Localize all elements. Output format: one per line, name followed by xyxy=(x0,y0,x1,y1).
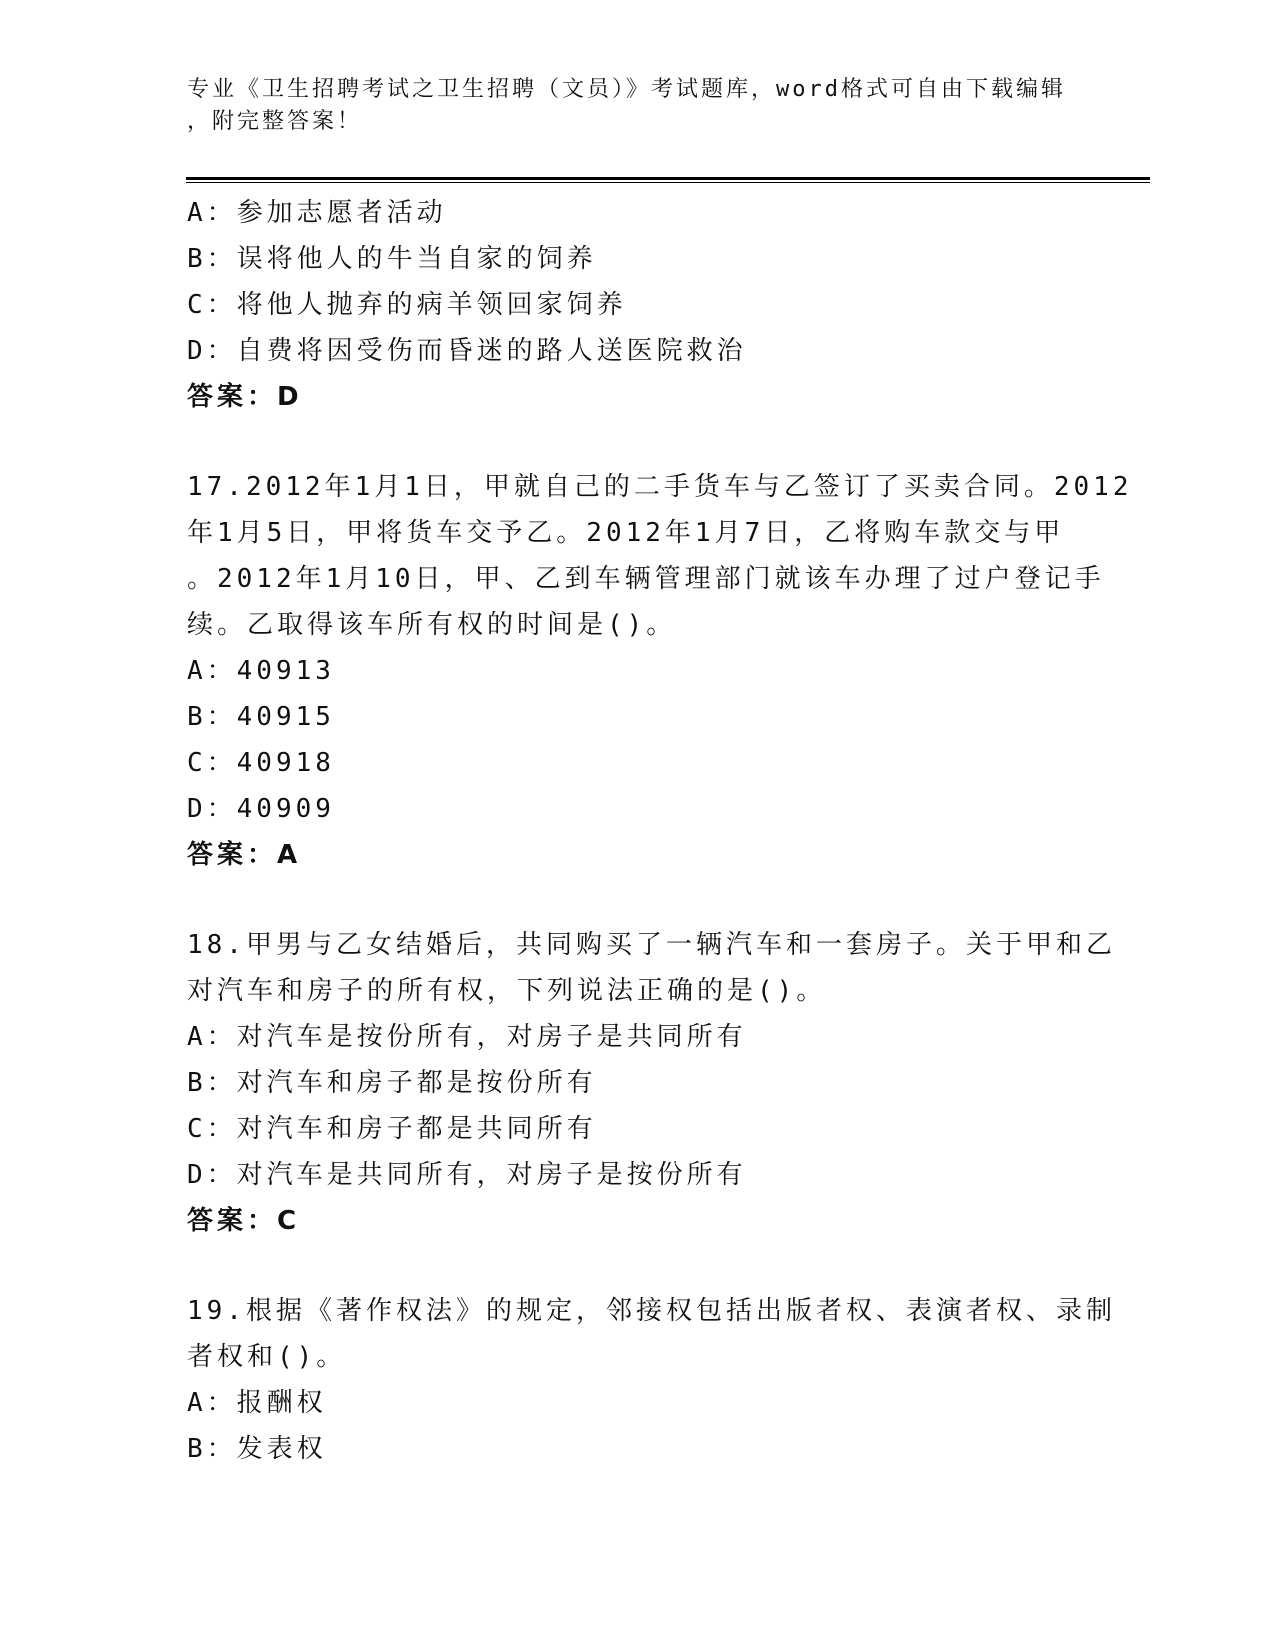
header-text-line-2: ，附完整答案！ xyxy=(187,109,363,134)
question-stem-line: 续。乙取得该车所有权的时间是()。 xyxy=(187,610,677,640)
question-16 xyxy=(187,190,1107,420)
option-b: B：对汽车和房子都是按份所有 xyxy=(187,1068,597,1098)
question-stem-line: 。2012年1月10日，甲、乙到车辆管理部门就该车办理了过户登记手 xyxy=(187,564,1105,594)
question-stem-line: 18.甲男与乙女结婚后，共同购买了一辆汽车和一套房子。关于甲和乙 xyxy=(187,930,1116,960)
question-stem-line: 者权和()。 xyxy=(187,1342,347,1372)
answer: 答案：C xyxy=(187,1206,301,1236)
question-stem-line: 17.2012年1月1日，甲就自己的二手货车与乙签订了买卖合同。2012 xyxy=(187,472,1133,502)
question-stem-line: 年1月5日，甲将货车交予乙。2012年1月7日，乙将购车款交与甲 xyxy=(187,518,1065,548)
option-b: B：40915 xyxy=(187,702,335,732)
option-c: C：对汽车和房子都是共同所有 xyxy=(187,1114,597,1144)
question-stem-line: 19.根据《著作权法》的规定，邻接权包括出版者权、表演者权、录制 xyxy=(187,1296,1116,1326)
answer: 答案：A xyxy=(187,840,302,870)
option-b: B：发表权 xyxy=(187,1434,327,1464)
page-header xyxy=(187,74,1087,138)
option-d: D：自费将因受伤而昏迷的路人送医院救治 xyxy=(187,336,747,366)
option-c: C：将他人抛弃的病羊领回家饲养 xyxy=(187,290,627,320)
header-divider xyxy=(186,177,1150,183)
question-content xyxy=(187,190,1133,1472)
answer: 答案：D xyxy=(187,382,303,412)
question-18 xyxy=(187,922,1116,1244)
option-a: A：40913 xyxy=(187,656,335,686)
question-stem-line: 对汽车和房子的所有权，下列说法正确的是()。 xyxy=(187,976,827,1006)
option-a: A：参加志愿者活动 xyxy=(187,198,447,228)
header-text-line-1: 专业《卫生招聘考试之卫生招聘（文员）》考试题库，word格式可自由下载编辑 xyxy=(187,77,1066,102)
option-b: B：误将他人的牛当自家的饲养 xyxy=(187,244,597,274)
option-d: D：40909 xyxy=(187,794,335,824)
option-a: A：对汽车是按份所有，对房子是共同所有 xyxy=(187,1022,747,1052)
option-c: C：40918 xyxy=(187,748,335,778)
option-d: D：对汽车是共同所有，对房子是按份所有 xyxy=(187,1160,747,1190)
question-17 xyxy=(187,464,1133,878)
option-a: A：报酬权 xyxy=(187,1388,327,1418)
question-19 xyxy=(187,1288,1116,1472)
